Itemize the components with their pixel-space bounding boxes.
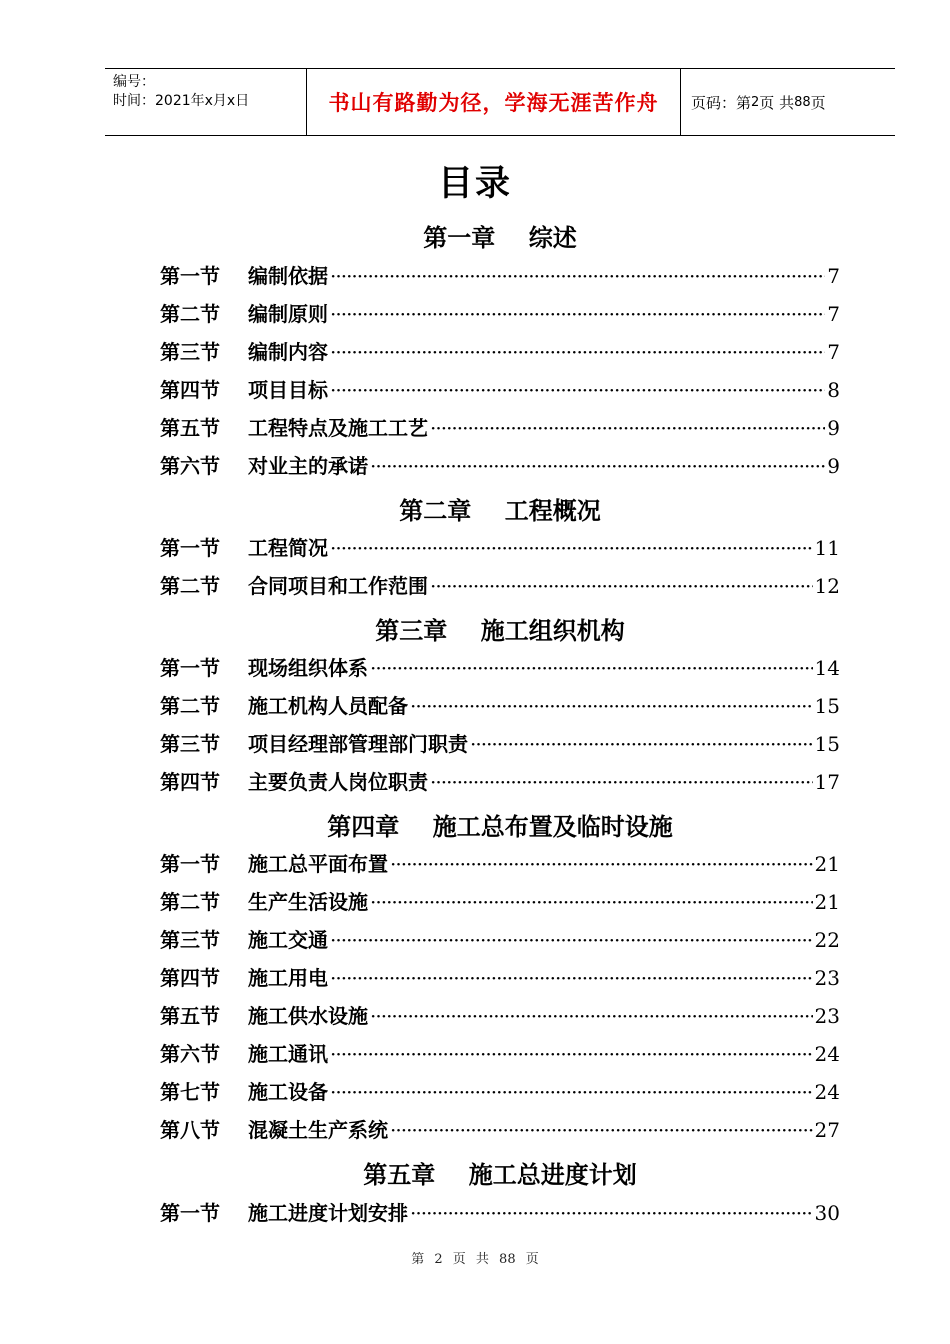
toc-entry[interactable]: [160, 652, 840, 684]
section-page: 12: [814, 574, 840, 598]
toc-entry[interactable]: [160, 1000, 840, 1032]
section-number: 第二节: [160, 302, 220, 326]
page-total: 88: [794, 94, 811, 110]
section-title: 施工总平面布置: [248, 852, 388, 876]
dot-leader: [370, 1004, 813, 1028]
toc-entry[interactable]: [160, 886, 840, 918]
section-page: 9: [827, 416, 840, 440]
section-title: 编制依据: [248, 264, 328, 288]
dot-leader: [410, 694, 813, 718]
section-page: 7: [827, 340, 840, 364]
page-footer: 第 2 页 共 88 页: [411, 1252, 539, 1267]
page-number: 2: [751, 94, 760, 110]
dot-leader: [330, 1080, 813, 1104]
section-title: 施工机构人员配备: [248, 694, 408, 718]
toc-entry[interactable]: [160, 766, 840, 798]
dot-leader: [390, 1118, 813, 1142]
section-number: 第六节: [160, 454, 220, 478]
dot-leader: [330, 378, 825, 402]
dot-leader: [370, 890, 813, 914]
chapter-heading: 第一章 综述: [423, 223, 577, 252]
section-number: 第四节: [160, 378, 220, 402]
dot-leader: [370, 454, 825, 478]
section-title: 工程简况: [248, 536, 328, 560]
section-title: 施工通讯: [248, 1042, 328, 1066]
toc-entry[interactable]: [160, 1114, 840, 1146]
section-number: 第六节: [160, 1042, 220, 1066]
dot-leader: [410, 1201, 813, 1225]
toc-entry[interactable]: [160, 450, 840, 482]
section-title: 施工供水设施: [248, 1004, 368, 1028]
toc-entry[interactable]: [160, 532, 840, 564]
section-page: 15: [814, 694, 840, 718]
section-title: 施工设备: [248, 1080, 328, 1104]
section-page: 7: [827, 264, 840, 288]
dot-leader: [330, 302, 825, 326]
dot-leader: [470, 732, 813, 756]
dot-leader: [330, 928, 813, 952]
section-number: 第一节: [160, 852, 220, 876]
chapter-heading: 第五章 施工总进度计划: [363, 1160, 637, 1189]
page-label: 页码：第: [691, 93, 752, 112]
section-page: 15: [814, 732, 840, 756]
toc-entry[interactable]: [160, 848, 840, 880]
toc-entry[interactable]: [160, 412, 840, 444]
section-number: 第三节: [160, 340, 220, 364]
toc-entry[interactable]: [160, 374, 840, 406]
section-page: 9: [827, 454, 840, 478]
section-title: 项目目标: [248, 378, 328, 402]
time-label: 时间：2021年x月x日: [113, 93, 250, 109]
section-page: 23: [814, 1004, 840, 1028]
section-title: 施工进度计划安排: [248, 1201, 408, 1225]
section-title: 生产生活设施: [248, 890, 368, 914]
chapter-heading: 第三章 施工组织机构: [375, 616, 625, 645]
page-header: [105, 68, 895, 136]
dot-leader: [330, 340, 825, 364]
dot-leader: [330, 264, 825, 288]
section-page: 8: [827, 378, 840, 402]
section-page: 14: [814, 656, 840, 680]
number-label: 编号：: [113, 74, 155, 90]
section-number: 第四节: [160, 770, 220, 794]
toc-entry[interactable]: [160, 728, 840, 760]
section-title: 对业主的承诺: [248, 454, 368, 478]
section-page: 21: [814, 890, 840, 914]
section-page: 22: [814, 928, 840, 952]
dot-leader: [430, 574, 813, 598]
header-motto: 书山有路勤为径，学海无涯苦作舟: [307, 69, 681, 135]
section-page: 21: [814, 852, 840, 876]
section-page: 30: [814, 1201, 840, 1225]
dot-leader: [330, 1042, 813, 1066]
section-title: 编制原则: [248, 302, 328, 326]
section-page: 11: [814, 536, 840, 560]
section-title: 项目经理部管理部门职责: [248, 732, 468, 756]
section-page: 24: [814, 1042, 840, 1066]
toc-entry[interactable]: [160, 298, 840, 330]
section-number: 第二节: [160, 694, 220, 718]
section-page: 24: [814, 1080, 840, 1104]
toc-entry[interactable]: [160, 570, 840, 602]
section-number: 第八节: [160, 1118, 220, 1142]
section-page: 7: [827, 302, 840, 326]
dot-leader: [430, 416, 825, 440]
section-title: 施工用电: [248, 966, 328, 990]
section-title: 工程特点及施工工艺: [248, 416, 428, 440]
section-title: 施工交通: [248, 928, 328, 952]
section-number: 第二节: [160, 890, 220, 914]
header-meta: [105, 69, 307, 135]
section-number: 第二节: [160, 574, 220, 598]
section-title: 主要负责人岗位职责: [248, 770, 428, 794]
section-number: 第一节: [160, 656, 220, 680]
dot-leader: [370, 656, 813, 680]
chapter-heading: 第二章 工程概况: [399, 496, 601, 525]
section-title: 合同项目和工作范围: [248, 574, 428, 598]
section-number: 第三节: [160, 732, 220, 756]
section-number: 第一节: [160, 264, 220, 288]
toc-entry[interactable]: [160, 924, 840, 956]
toc-entry[interactable]: [160, 1197, 840, 1229]
section-title: 混凝土生产系统: [248, 1118, 388, 1142]
toc-entry[interactable]: [160, 1038, 840, 1070]
section-page: 17: [814, 770, 840, 794]
section-number: 第一节: [160, 536, 220, 560]
toc-entry[interactable]: [160, 690, 840, 722]
dot-leader: [330, 966, 813, 990]
section-number: 第一节: [160, 1201, 220, 1225]
toc-entry[interactable]: [160, 260, 840, 292]
toc-entry[interactable]: [160, 336, 840, 368]
dot-leader: [330, 536, 813, 560]
section-title: 编制内容: [248, 340, 328, 364]
section-number: 第七节: [160, 1080, 220, 1104]
section-page: 27: [814, 1118, 840, 1142]
toc-entry[interactable]: [160, 962, 840, 994]
chapter-heading: 第四章 施工总布置及临时设施: [327, 812, 673, 841]
dot-leader: [430, 770, 813, 794]
section-number: 第五节: [160, 416, 220, 440]
section-title: 现场组织体系: [248, 656, 368, 680]
page-end: 页: [810, 93, 826, 112]
section-number: 第四节: [160, 966, 220, 990]
header-page-info: [681, 69, 895, 135]
toc-entry[interactable]: [160, 1076, 840, 1108]
section-number: 第五节: [160, 1004, 220, 1028]
section-number: 第三节: [160, 928, 220, 952]
dot-leader: [390, 852, 813, 876]
page-mid: 页 共: [759, 93, 795, 112]
toc-title: 目录: [437, 163, 512, 204]
section-page: 23: [814, 966, 840, 990]
